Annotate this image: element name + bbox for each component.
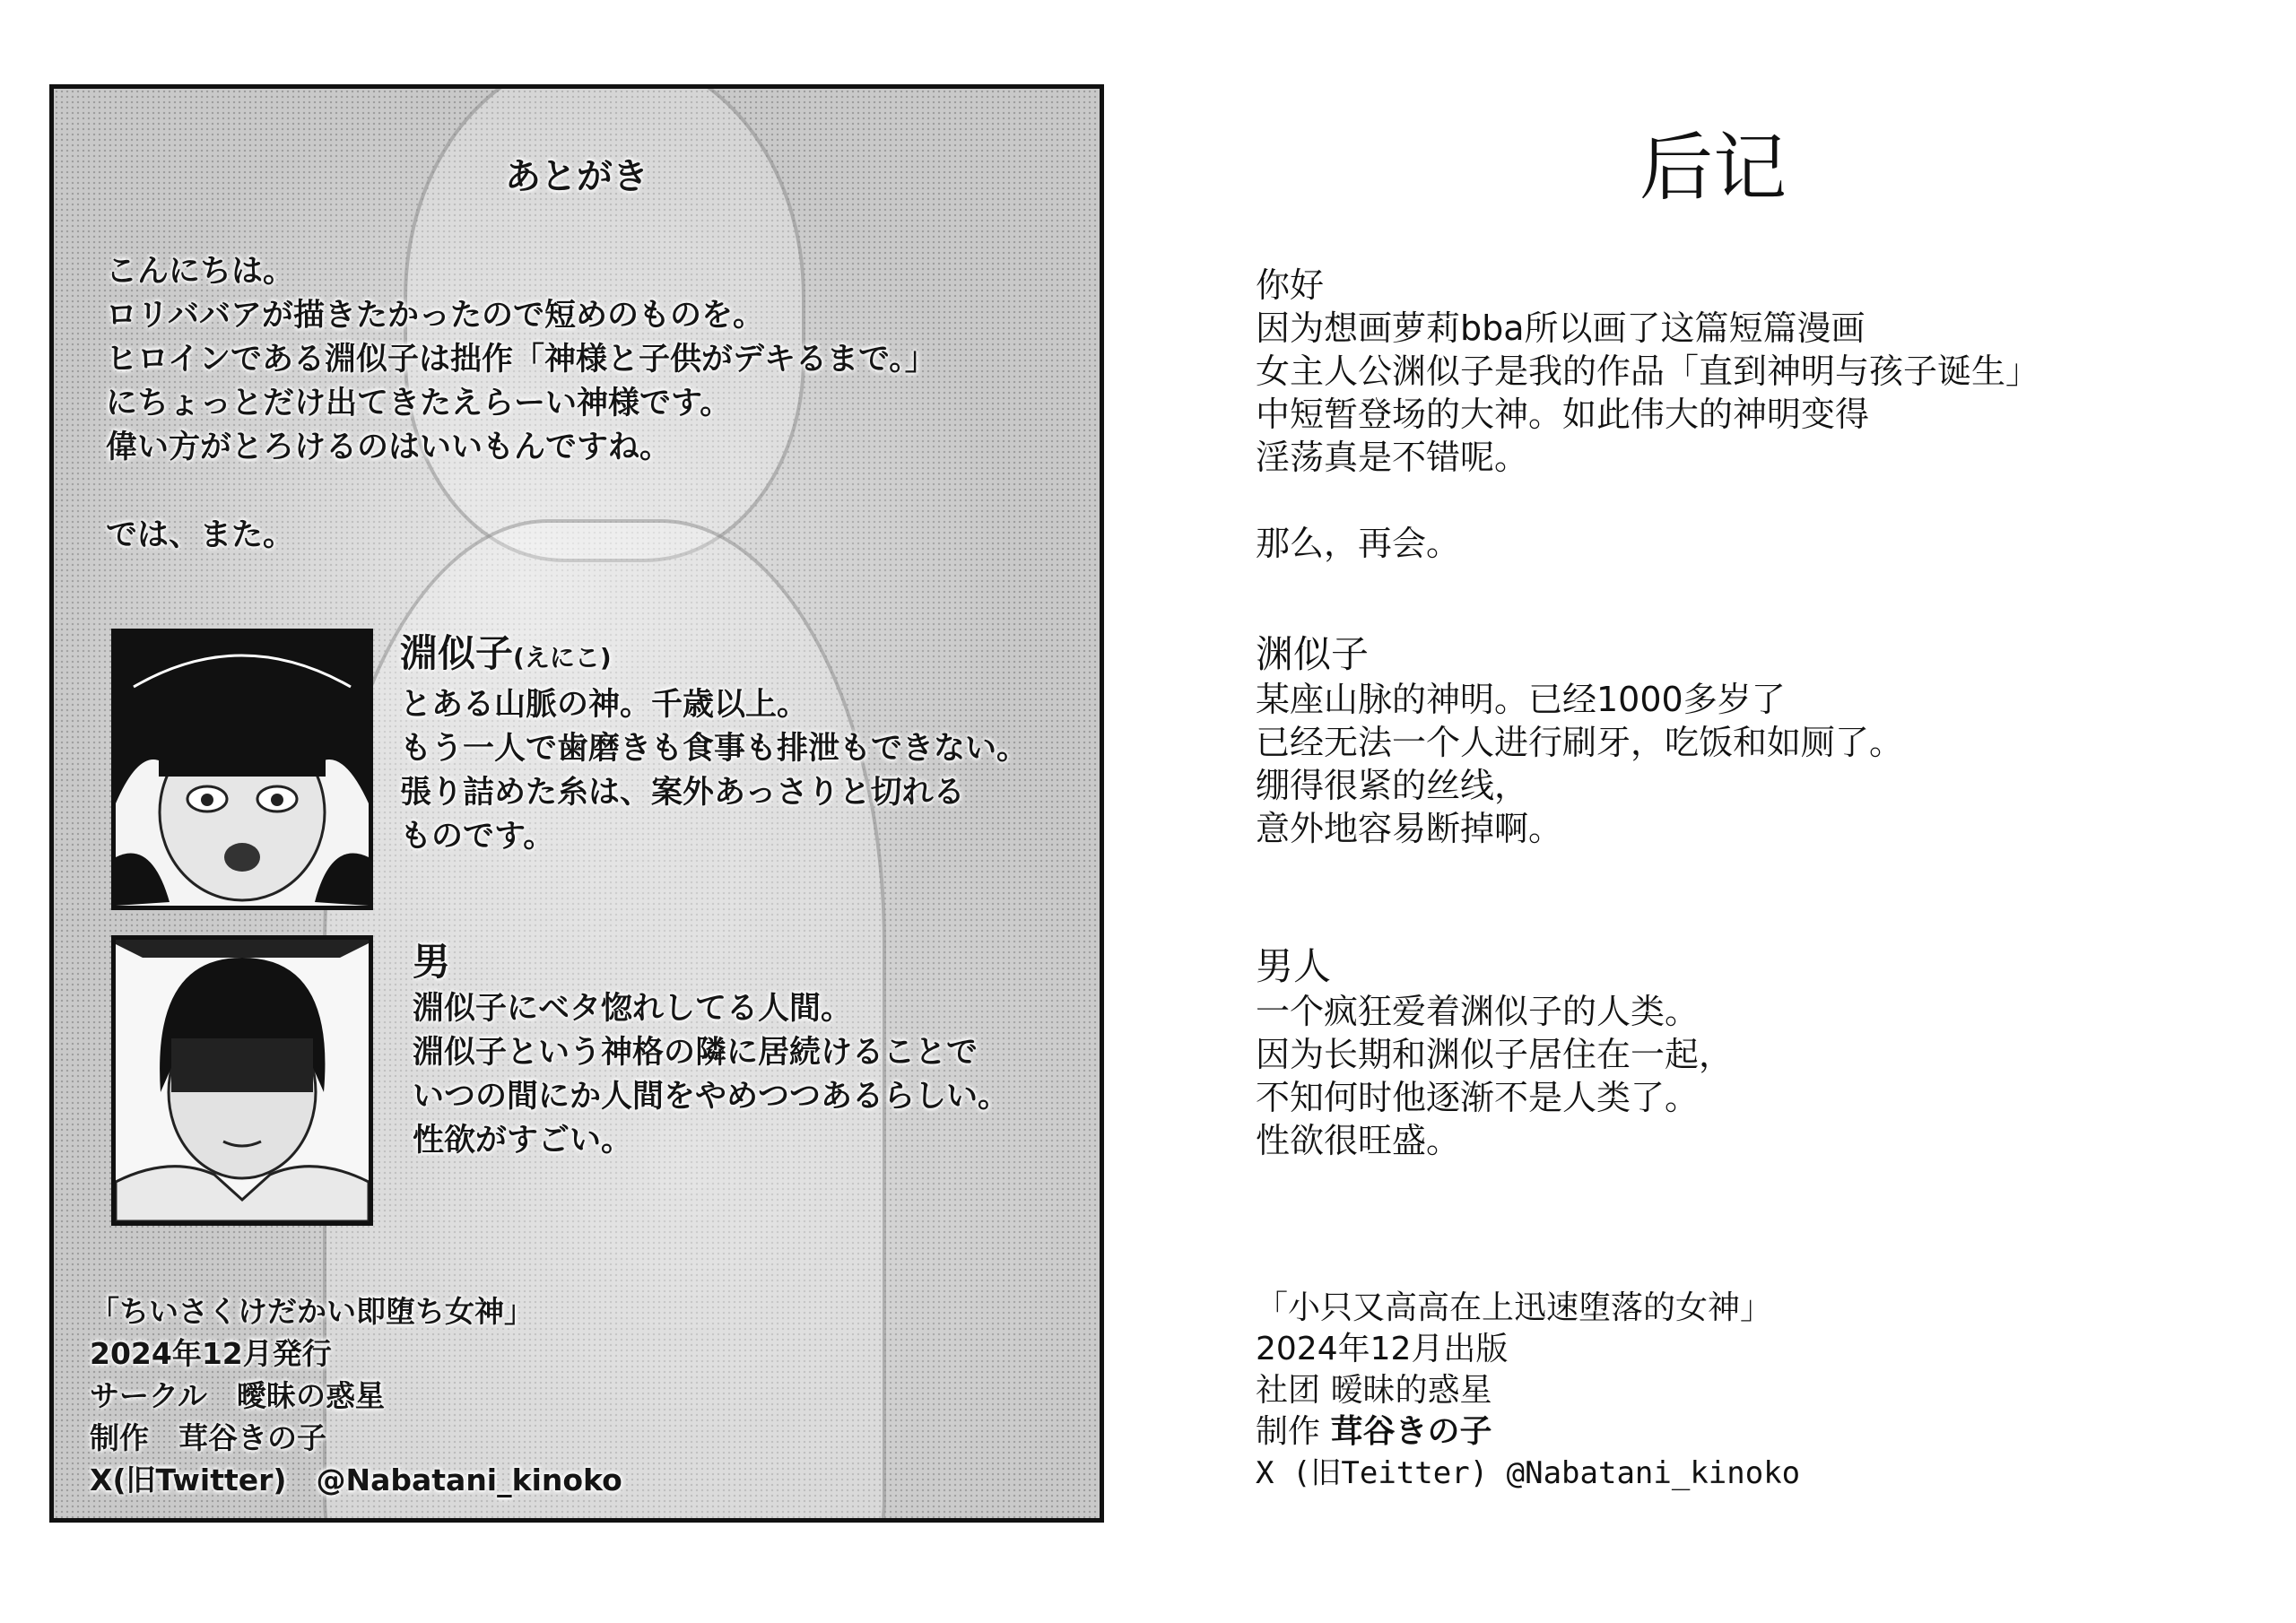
- jp-afterword-title: あとがき: [505, 156, 648, 197]
- cn-eniko-profile: [1256, 631, 1903, 850]
- jp-man-name: 男: [413, 940, 451, 984]
- jp-man-profile: [413, 937, 1009, 1163]
- cn-man-profile: [1256, 943, 1733, 1162]
- jp-credits: [90, 1290, 622, 1501]
- cn-credit-title: 「小只又高高在上迅速堕落的女神」: [1256, 1289, 1773, 1326]
- cn-man-line: 一个疯狂爱着渊似子的人类。: [1256, 992, 1700, 1031]
- jp-credit-social: X(旧Twitter) @Nabatani_kinoko: [90, 1462, 622, 1497]
- cn-credit-circle: 社团 暧昧的惑星: [1256, 1372, 1492, 1409]
- jp-intro-line: では、また。: [106, 517, 295, 553]
- cn-intro-line: 女主人公渊似子是我的作品「直到神明与孩子诞生」: [1256, 352, 2040, 391]
- jp-eniko-line: とある山脈の神。千歳以上。: [400, 687, 809, 723]
- jp-eniko-profile: [400, 629, 1028, 859]
- jp-man-line: いつの間にか人間をやめつつあるらしい。: [413, 1079, 1010, 1115]
- cn-credit-author: [1256, 1411, 1800, 1453]
- cn-afterword-title: 后记: [1639, 126, 1787, 211]
- jp-afterword-panel: [49, 84, 1104, 1523]
- cn-man-line: 性欲很旺盛。: [1256, 1121, 1461, 1160]
- jp-credit-title: 「ちいさくけだかい即堕ち女神」: [90, 1294, 534, 1329]
- jp-eniko-line: ものです。: [400, 819, 555, 855]
- cn-credit-author-name: 茸谷きの子: [1330, 1413, 1492, 1450]
- cn-credit-social: X (旧Teitter) @Nabatani_kinoko: [1256, 1455, 1801, 1491]
- jp-credit-circle: サークル 曖昧の惑星: [90, 1378, 386, 1413]
- jp-intro-line: ロリババアが描きたかったので短めのものを。: [106, 298, 764, 334]
- eniko-portrait-illustration: [116, 633, 369, 906]
- jp-credit-date: 2024年12月発行: [90, 1336, 332, 1371]
- cn-man-name: 男人: [1256, 944, 1332, 988]
- cn-credit-date: 2024年12月出版: [1256, 1331, 1509, 1367]
- jp-intro-line: 偉い方がとろけるのはいいもんですね。: [106, 430, 672, 465]
- jp-eniko-line: もう一人で歯磨きも食事も排泄もできない。: [400, 731, 1029, 767]
- jp-eniko-reading: (えにこ): [513, 643, 612, 673]
- jp-intro-line: ヒロインである淵似子は拙作「神様と子供がデキるまで。」: [106, 342, 936, 378]
- cn-credit-author-label: 制作: [1256, 1413, 1321, 1450]
- man-portrait-illustration: [116, 940, 369, 1221]
- jp-man-line: 淵似子という神格の隣に居続けることで: [413, 1035, 978, 1071]
- cn-man-line: 因为长期和渊似子居住在一起，: [1256, 1035, 1734, 1074]
- jp-man-line: 性欲がすごい。: [413, 1123, 633, 1159]
- jp-intro-line: [106, 470, 936, 514]
- cn-eniko-line: 已经无法一个人进行刷牙，吃饭和如厕了。: [1256, 723, 1904, 762]
- cn-eniko-line: 意外地容易断掉啊。: [1256, 809, 1563, 848]
- cn-eniko-name: 渊似子: [1256, 632, 1370, 676]
- cn-intro-line: 中短暂登场的大神。如此伟大的神明变得: [1256, 395, 1870, 434]
- jp-intro-line: こんにちは。: [106, 254, 295, 290]
- jp-eniko-name: [400, 629, 1028, 683]
- cn-intro-line: 你好: [1256, 265, 1325, 305]
- cn-intro-line: 因为想画萝莉bba所以画了这篇短篇漫画: [1256, 308, 1866, 348]
- cn-intro-line: 淫荡真是不错呢。: [1256, 438, 1529, 477]
- jp-eniko-line: 張り詰めた糸は、案外あっさりと切れる: [400, 775, 965, 811]
- cn-eniko-line: 某座山脉的神明。已经1000多岁了: [1256, 680, 1786, 719]
- jp-intro-text: [106, 250, 936, 558]
- jp-man-line: 淵似子にベタ惚れしてる人間。: [413, 991, 853, 1027]
- jp-intro-line: にちょっとだけ出てきたえらーい神様です。: [106, 386, 732, 421]
- man-portrait: [111, 935, 373, 1226]
- cn-intro-line: 那么，再会。: [1256, 524, 1461, 563]
- cn-eniko-line: 绷得很紧的丝线，: [1256, 766, 1529, 805]
- cn-intro-text: [1256, 264, 2039, 565]
- cn-intro-line: [1256, 479, 2039, 522]
- jp-eniko-name-text: 淵似子: [400, 631, 514, 675]
- jp-credit-author: 制作 茸谷きの子: [90, 1420, 326, 1455]
- cn-credits: [1256, 1288, 1800, 1494]
- cn-man-line: 不知何时他逐渐不是人类了。: [1256, 1078, 1700, 1117]
- eniko-portrait: [111, 629, 373, 910]
